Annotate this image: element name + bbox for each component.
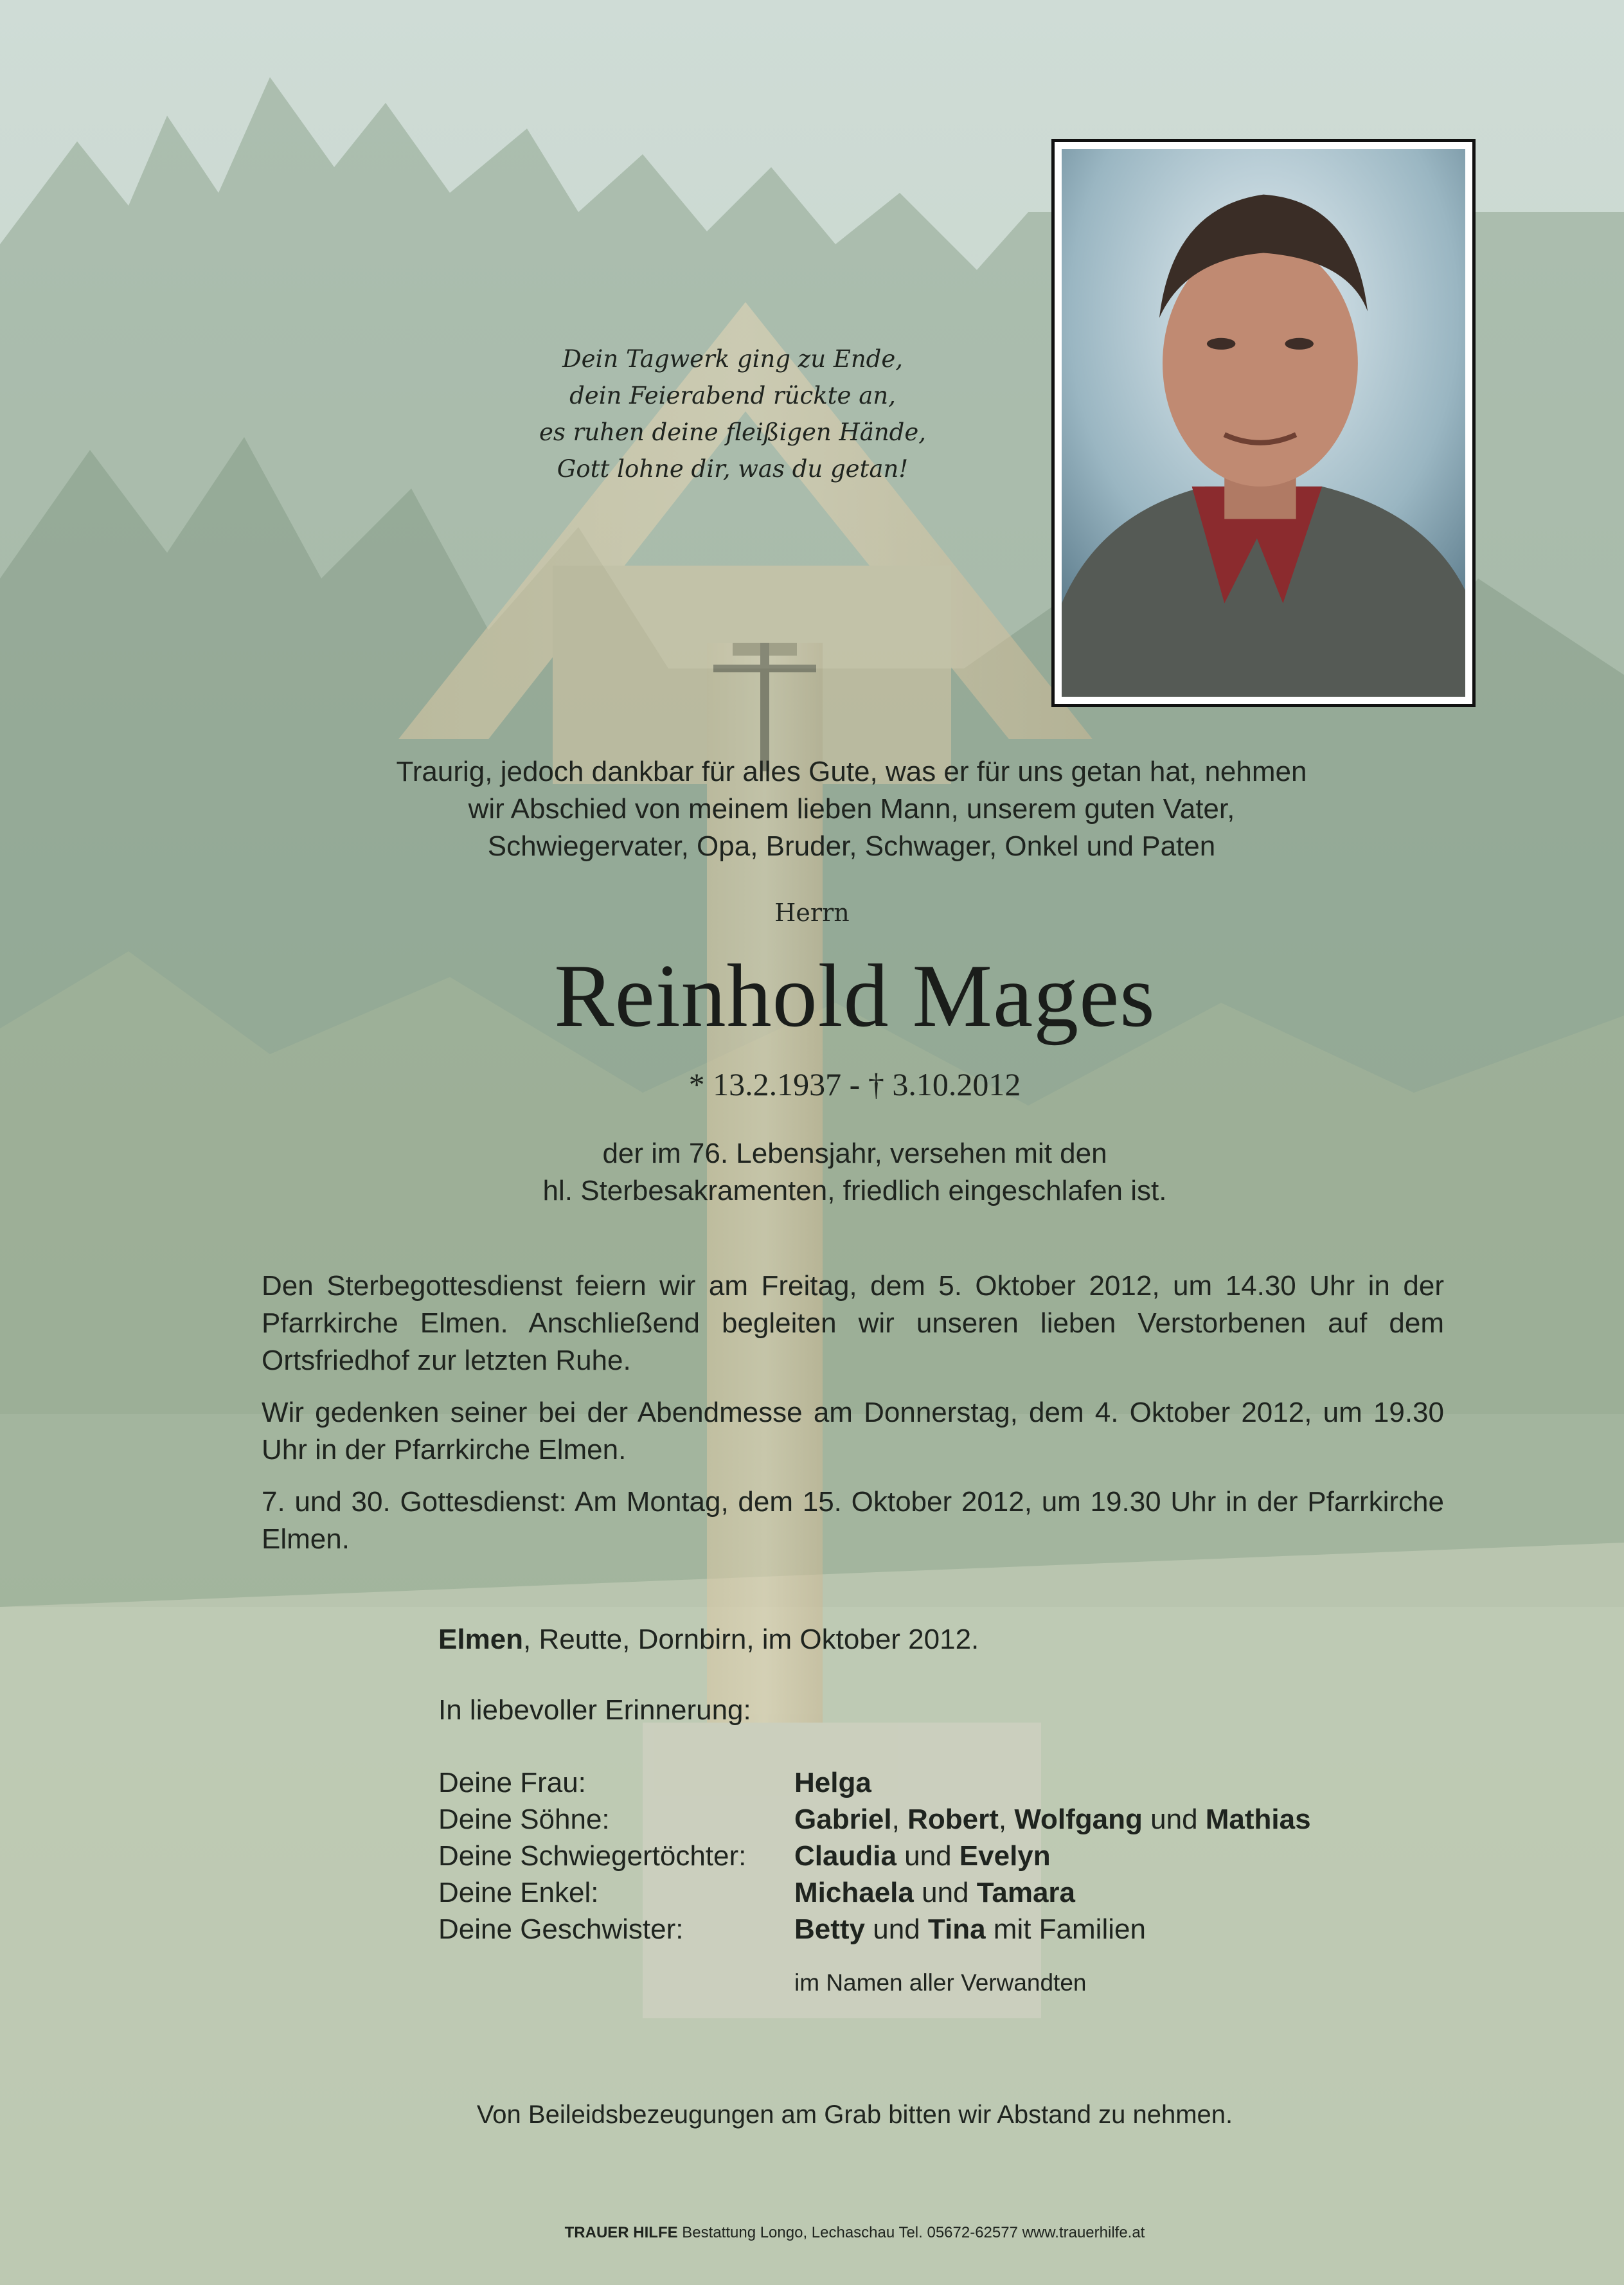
lifeline-text xyxy=(0,1135,1624,1210)
family-list xyxy=(438,1764,1467,1948)
lifeline-line: der im 76. Lebensjahr, versehen mit den xyxy=(602,1138,1107,1169)
family-relation: Deine Söhne: xyxy=(438,1804,610,1835)
poem-line: Dein Tagwerk ging zu Ende, xyxy=(562,345,904,373)
service-paragraph: 7. und 30. Gottesdienst: Am Montag, dem 15. Oktober 2012, um 19.30 Uhr in der Pfarrkirche Elmen. xyxy=(262,1486,1444,1555)
lifeline-line: hl. Sterbesakramenten, friedlich eingeschlafen ist. xyxy=(542,1175,1167,1206)
family-row xyxy=(438,1764,1467,1801)
family-row xyxy=(438,1838,1467,1874)
family-names: Gabriel, Robert, Wolfgang und Mathias xyxy=(794,1804,1311,1835)
portrait-photo-frame xyxy=(1051,139,1476,707)
place-rest: , Reutte, Dornbirn, im Oktober 2012. xyxy=(523,1624,979,1655)
family-relation: Deine Frau: xyxy=(438,1767,586,1798)
portrait-illustration xyxy=(1062,149,1465,697)
closing-request: Von Beileidsbezeugungen am Grab bitten wir Abstand zu nehmen. xyxy=(476,2101,1233,2129)
family-names: Betty und Tina mit Familien xyxy=(794,1913,1146,1945)
footer-contact: Bestattung Longo, Lechaschau Tel. 05672-62577 www.trauerhilfe.at xyxy=(677,2224,1145,2241)
service-paragraph: Den Sterbegottesdienst feiern wir am Freitag, dem 5. Oktober 2012, um 14.30 Uhr in der Pfarrkirche Elmen. Anschließend begleiten wir unseren lieben Verstorbenen auf dem Ortsfriedhof zur letzten Ruhe. xyxy=(262,1270,1444,1376)
memory-heading: In liebevoller Erinnerung: xyxy=(438,1694,751,1726)
family-row xyxy=(438,1801,1467,1838)
family-relation: Deine Schwiegertöchter: xyxy=(438,1840,747,1872)
place-name: Elmen xyxy=(438,1624,524,1655)
intro-line: Schwiegervater, Opa, Bruder, Schwager, Onkel und Paten xyxy=(487,830,1216,862)
life-dates: * 13.2.1937 - † 3.10.2012 xyxy=(688,1066,1021,1102)
intro-line: Traurig, jedoch dankbar für alles Gute, was er für uns getan hat, nehmen xyxy=(396,756,1307,787)
family-names: Michaela und Tamara xyxy=(794,1877,1076,1908)
family-names: Claudia und Evelyn xyxy=(794,1840,1051,1872)
portrait-photo xyxy=(1062,149,1465,697)
poem-line: Gott lohne dir, was du getan! xyxy=(557,455,909,483)
footer xyxy=(0,2224,1624,2242)
service-information xyxy=(262,1268,1444,1573)
footer-brand: TRAUER HILFE xyxy=(564,2224,678,2241)
family-relation: Deine Geschwister: xyxy=(438,1913,684,1945)
family-relation: Deine Enkel: xyxy=(438,1877,599,1908)
family-row xyxy=(438,1911,1467,1948)
relatives-note: im Namen aller Verwandten xyxy=(794,1969,1087,1996)
poem xyxy=(488,341,977,487)
deceased-name: Reinhold Mages xyxy=(554,946,1156,1046)
place-and-date xyxy=(438,1624,979,1656)
intro-line: wir Abschied von meinem lieben Mann, unserem guten Vater, xyxy=(468,793,1235,825)
poem-line: dein Feierabend rückte an, xyxy=(569,382,896,409)
service-paragraph: Wir gedenken seiner bei der Abendmesse am Donnerstag, dem 4. Oktober 2012, um 19.30 Uhr in der Pfarrkirche Elmen. xyxy=(262,1397,1444,1465)
intro-text xyxy=(257,753,1446,865)
family-row xyxy=(438,1874,1467,1911)
salutation: Herrn xyxy=(774,899,850,927)
poem-line: es ruhen deine fleißigen Hände, xyxy=(539,418,926,446)
family-names: Helga xyxy=(794,1767,871,1798)
